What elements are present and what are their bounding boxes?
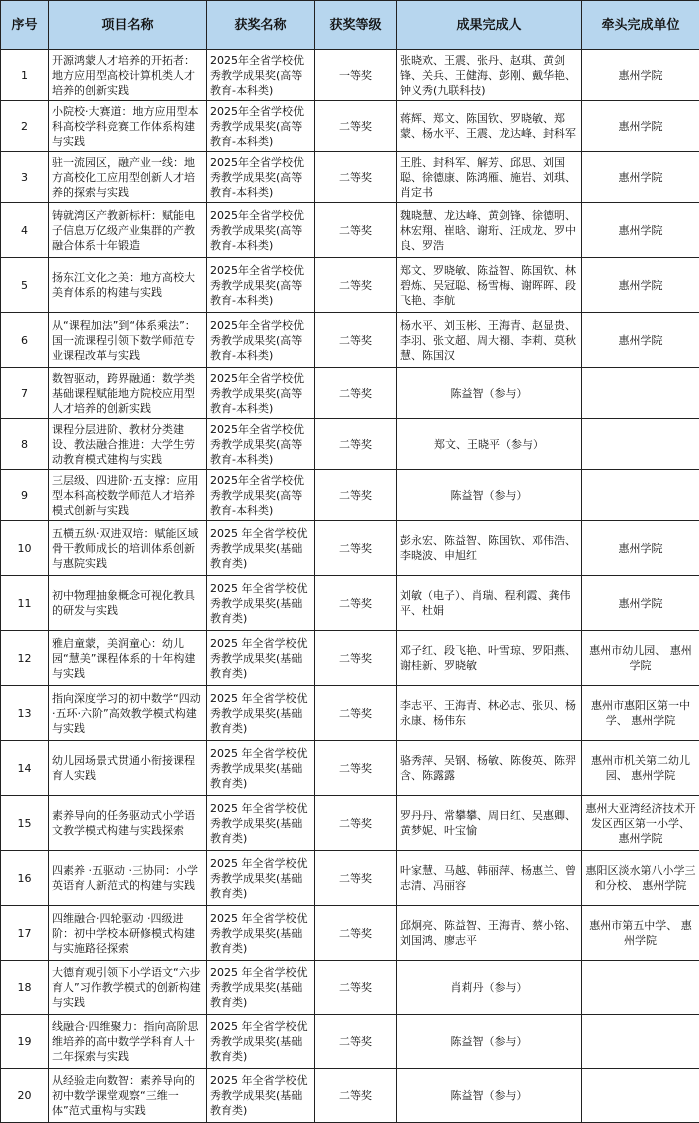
table-row bbox=[1, 368, 699, 419]
lead-org: 惠州学院 bbox=[582, 313, 699, 368]
table-row bbox=[1, 741, 699, 796]
members: 罗丹丹、常攀攀、周日红、吴惠卿、黄梦妮、叶宝愉 bbox=[397, 796, 582, 851]
row-index: 5 bbox=[1, 258, 49, 313]
award-name: 2025 年全省学校优秀教学成果奖(基础教育类) bbox=[207, 851, 315, 906]
award-name: 2025 年全省学校优秀教学成果奖(基础教育类) bbox=[207, 686, 315, 741]
header-award-name: 获奖名称 bbox=[207, 1, 315, 50]
award-name: 2025年全省学校优秀教学成果奖(高等教育-本科类) bbox=[207, 101, 315, 152]
lead-org: 惠州市第五中学、 惠州学院 bbox=[582, 906, 699, 961]
lead-org: 惠州市惠阳区第一中学、 惠州学院 bbox=[582, 686, 699, 741]
table-row bbox=[1, 101, 699, 152]
members: 陈益智（参与） bbox=[397, 368, 582, 419]
project-name: 四维融合·四轮驱动 ·四级进阶：初中学校本研修模式构建与实施路径探索 bbox=[49, 906, 207, 961]
members: 陈益智（参与） bbox=[397, 1069, 582, 1123]
table-row bbox=[1, 686, 699, 741]
table-row bbox=[1, 1069, 699, 1123]
members: 郑文、王晓平（参与） bbox=[397, 419, 582, 470]
award-name: 2025年全省学校优秀教学成果奖(高等教育-本科类) bbox=[207, 203, 315, 258]
header-award-level: 获奖等级 bbox=[315, 1, 397, 50]
project-name: 三层级、四进阶·五支撑：应用型本科高校数学师范人才培养模式创新与实践 bbox=[49, 470, 207, 521]
lead-org bbox=[582, 470, 699, 521]
award-level: 二等奖 bbox=[315, 419, 397, 470]
award-name: 2025年全省学校优秀教学成果奖(高等教育-本科类) bbox=[207, 258, 315, 313]
header-row bbox=[1, 1, 699, 50]
project-name: 初中物理抽象概念可视化教具的研发与实践 bbox=[49, 576, 207, 631]
project-name: 课程分层进阶、教材分类建设、教法融合推进：大学生劳动教育模式建构与实践 bbox=[49, 419, 207, 470]
row-index: 2 bbox=[1, 101, 49, 152]
members: 魏晓慧、龙达峰、黄剑锋、徐德明、林宏翔、崔晗、谢珩、汪成龙、罗中良、罗浩 bbox=[397, 203, 582, 258]
row-index: 7 bbox=[1, 368, 49, 419]
project-name: 四素养 ·五驱动 ·三协同：小学英语育人新范式的构建与实践 bbox=[49, 851, 207, 906]
lead-org bbox=[582, 419, 699, 470]
award-name: 2025年全省学校优秀教学成果奖(高等教育-本科类) bbox=[207, 470, 315, 521]
project-name: 驻一流园区，融产业一线：地方高校化工应用型创新人才培养的探索与实践 bbox=[49, 152, 207, 203]
award-level: 二等奖 bbox=[315, 851, 397, 906]
row-index: 17 bbox=[1, 906, 49, 961]
table-row bbox=[1, 50, 699, 101]
header-lead-org: 牵头完成单位 bbox=[582, 1, 699, 50]
award-name: 2025年全省学校优秀教学成果奖(高等教育-本科类) bbox=[207, 152, 315, 203]
table-row bbox=[1, 796, 699, 851]
members: 蒋辉、郑文、陈国钦、罗晓敏、郑蒙、杨水平、王震、龙达峰、封科军 bbox=[397, 101, 582, 152]
header-project-name: 项目名称 bbox=[49, 1, 207, 50]
members: 王胜、封科军、解芳、邱思、刘国聪、徐德康、陈鸿雁、施岩、刘琪、肖定书 bbox=[397, 152, 582, 203]
award-level: 二等奖 bbox=[315, 906, 397, 961]
lead-org bbox=[582, 1015, 699, 1069]
lead-org bbox=[582, 368, 699, 419]
award-name: 2025 年全省学校优秀教学成果奖(基础教育类) bbox=[207, 796, 315, 851]
row-index: 9 bbox=[1, 470, 49, 521]
project-name: 开源鸿蒙人才培养的开拓者：地方应用型高校计算机类人才培养的创新实践 bbox=[49, 50, 207, 101]
lead-org bbox=[582, 1069, 699, 1123]
project-name: 铸就湾区产教新标杆：赋能电子信息万亿级产业集群的产教融合体系十年锻造 bbox=[49, 203, 207, 258]
project-name: 指向深度学习的初中数学“四动·五环·六阶”高效教学模式构建与实践 bbox=[49, 686, 207, 741]
lead-org: 惠州学院 bbox=[582, 258, 699, 313]
members: 刘敏（电子）、肖瑞、程利霞、龚伟平、杜娟 bbox=[397, 576, 582, 631]
members: 杨水平、刘玉彬、王海青、赵显贵、李羽、张文超、周大禤、李莉、莫秋慧、陈国汉 bbox=[397, 313, 582, 368]
award-name: 2025年全省学校优秀教学成果奖(高等教育-本科类) bbox=[207, 50, 315, 101]
lead-org: 惠州学院 bbox=[582, 101, 699, 152]
lead-org: 惠阳区淡水第八小学三和分校、 惠州学院 bbox=[582, 851, 699, 906]
project-name: 从“课程加法”到“体系乘法”：国一流课程引领下数学师范专业课程改革与实践 bbox=[49, 313, 207, 368]
lead-org: 惠州市机关第二幼儿园、 惠州学院 bbox=[582, 741, 699, 796]
members: 肖莉丹（参与） bbox=[397, 961, 582, 1015]
award-level: 二等奖 bbox=[315, 521, 397, 576]
project-name: 大德育观引领下小学语文“六步育人”习作教学模式的创新构建与实践 bbox=[49, 961, 207, 1015]
members: 邓子红、段飞艳、叶雪琼、罗阳燕、谢桂新、罗晓敏 bbox=[397, 631, 582, 686]
project-name: 从经验走向数智：素养导向的初中数学课堂观察“三维一体”范式重构与实践 bbox=[49, 1069, 207, 1123]
award-level: 二等奖 bbox=[315, 576, 397, 631]
table-row bbox=[1, 313, 699, 368]
award-name: 2025 年全省学校优秀教学成果奖(基础教育类) bbox=[207, 521, 315, 576]
row-index: 6 bbox=[1, 313, 49, 368]
award-level: 二等奖 bbox=[315, 470, 397, 521]
award-name: 2025 年全省学校优秀教学成果奖(基础教育类) bbox=[207, 631, 315, 686]
award-name: 2025 年全省学校优秀教学成果奖(基础教育类) bbox=[207, 1069, 315, 1123]
row-index: 15 bbox=[1, 796, 49, 851]
award-name: 2025年全省学校优秀教学成果奖(高等教育-本科类) bbox=[207, 368, 315, 419]
row-index: 12 bbox=[1, 631, 49, 686]
table-row bbox=[1, 258, 699, 313]
award-level: 二等奖 bbox=[315, 258, 397, 313]
award-name: 2025年全省学校优秀教学成果奖(高等教育-本科类) bbox=[207, 313, 315, 368]
award-name: 2025 年全省学校优秀教学成果奖(基础教育类) bbox=[207, 1015, 315, 1069]
members: 邱炯亮、陈益智、王海青、蔡小铭、刘国鸿、廖志平 bbox=[397, 906, 582, 961]
row-index: 1 bbox=[1, 50, 49, 101]
award-name: 2025 年全省学校优秀教学成果奖(基础教育类) bbox=[207, 906, 315, 961]
award-level: 二等奖 bbox=[315, 961, 397, 1015]
lead-org: 惠州学院 bbox=[582, 152, 699, 203]
project-name: 数智驱动，跨界融通：数学类基础课程赋能地方院校应用型人才培养的创新实践 bbox=[49, 368, 207, 419]
row-index: 13 bbox=[1, 686, 49, 741]
award-name: 2025 年全省学校优秀教学成果奖(基础教育类) bbox=[207, 961, 315, 1015]
award-name: 2025 年全省学校优秀教学成果奖(基础教育类) bbox=[207, 741, 315, 796]
award-level: 二等奖 bbox=[315, 686, 397, 741]
table-row bbox=[1, 521, 699, 576]
award-level: 二等奖 bbox=[315, 101, 397, 152]
table-row bbox=[1, 203, 699, 258]
members: 彭永宏、陈益智、陈国钦、邓伟浩、李晓波、申旭红 bbox=[397, 521, 582, 576]
row-index: 10 bbox=[1, 521, 49, 576]
project-name: 五横五纵·双进双培：赋能区域骨干教师成长的培训体系创新与惠院实践 bbox=[49, 521, 207, 576]
row-index: 16 bbox=[1, 851, 49, 906]
row-index: 19 bbox=[1, 1015, 49, 1069]
members: 骆秀萍、吴钢、杨敏、陈俊英、陈羿含、陈露露 bbox=[397, 741, 582, 796]
table-row bbox=[1, 576, 699, 631]
table-row bbox=[1, 631, 699, 686]
members: 陈益智（参与） bbox=[397, 1015, 582, 1069]
table-row bbox=[1, 961, 699, 1015]
award-level: 二等奖 bbox=[315, 1069, 397, 1123]
project-name: 素养导向的任务驱动式小学语文教学模式构建与实践探索 bbox=[49, 796, 207, 851]
project-name: 幼儿园场景式贯通小衔接课程育人实践 bbox=[49, 741, 207, 796]
lead-org: 惠州学院 bbox=[582, 576, 699, 631]
members: 郑文、罗晓敏、陈益智、陈国钦、林碧炼、吴冠聪、杨雪梅、谢晖晖、段飞艳、李航 bbox=[397, 258, 582, 313]
row-index: 18 bbox=[1, 961, 49, 1015]
award-name: 2025 年全省学校优秀教学成果奖(基础教育类) bbox=[207, 576, 315, 631]
project-name: 扬东江文化之美：地方高校大美育体系的构建与实践 bbox=[49, 258, 207, 313]
award-level: 二等奖 bbox=[315, 368, 397, 419]
row-index: 20 bbox=[1, 1069, 49, 1123]
row-index: 11 bbox=[1, 576, 49, 631]
lead-org: 惠州学院 bbox=[582, 521, 699, 576]
row-index: 14 bbox=[1, 741, 49, 796]
award-level: 二等奖 bbox=[315, 313, 397, 368]
members: 陈益智（参与） bbox=[397, 470, 582, 521]
award-level: 一等奖 bbox=[315, 50, 397, 101]
row-index: 3 bbox=[1, 152, 49, 203]
lead-org: 惠州大亚湾经济技术开发区西区第一小学、 惠州学院 bbox=[582, 796, 699, 851]
project-name: 小院校·大赛道：地方应用型本科高校学科竞赛工作体系构建与实践 bbox=[49, 101, 207, 152]
award-level: 二等奖 bbox=[315, 203, 397, 258]
award-level: 二等奖 bbox=[315, 152, 397, 203]
award-name: 2025年全省学校优秀教学成果奖(高等教育-本科类) bbox=[207, 419, 315, 470]
row-index: 8 bbox=[1, 419, 49, 470]
lead-org: 惠州市幼儿园、 惠州学院 bbox=[582, 631, 699, 686]
award-level: 二等奖 bbox=[315, 1015, 397, 1069]
award-level: 二等奖 bbox=[315, 741, 397, 796]
project-name: 雅启童蒙，美润童心：幼儿园“慧美”课程体系的十年构建与实践 bbox=[49, 631, 207, 686]
table-row bbox=[1, 152, 699, 203]
lead-org: 惠州学院 bbox=[582, 203, 699, 258]
table-row bbox=[1, 1015, 699, 1069]
table-row bbox=[1, 851, 699, 906]
award-level: 二等奖 bbox=[315, 631, 397, 686]
header-members: 成果完成人 bbox=[397, 1, 582, 50]
members: 叶家慧、马越、韩丽萍、杨惠兰、曾志清、冯丽容 bbox=[397, 851, 582, 906]
header-index: 序号 bbox=[1, 1, 49, 50]
project-name: 线融合·四维聚力：指向高阶思维培养的高中数学学科育人十二年探索与实践 bbox=[49, 1015, 207, 1069]
award-level: 二等奖 bbox=[315, 796, 397, 851]
table-row bbox=[1, 470, 699, 521]
members: 张晓欢、王震、张丹、赵琪、黄剑锋、关兵、王健海、彭刚、戴华艳、钟义秀(九联科技) bbox=[397, 50, 582, 101]
lead-org bbox=[582, 961, 699, 1015]
table-row bbox=[1, 906, 699, 961]
lead-org: 惠州学院 bbox=[582, 50, 699, 101]
members: 李志平、王海青、林必志、张贝、杨永康、杨伟东 bbox=[397, 686, 582, 741]
table-row bbox=[1, 419, 699, 470]
row-index: 4 bbox=[1, 203, 49, 258]
